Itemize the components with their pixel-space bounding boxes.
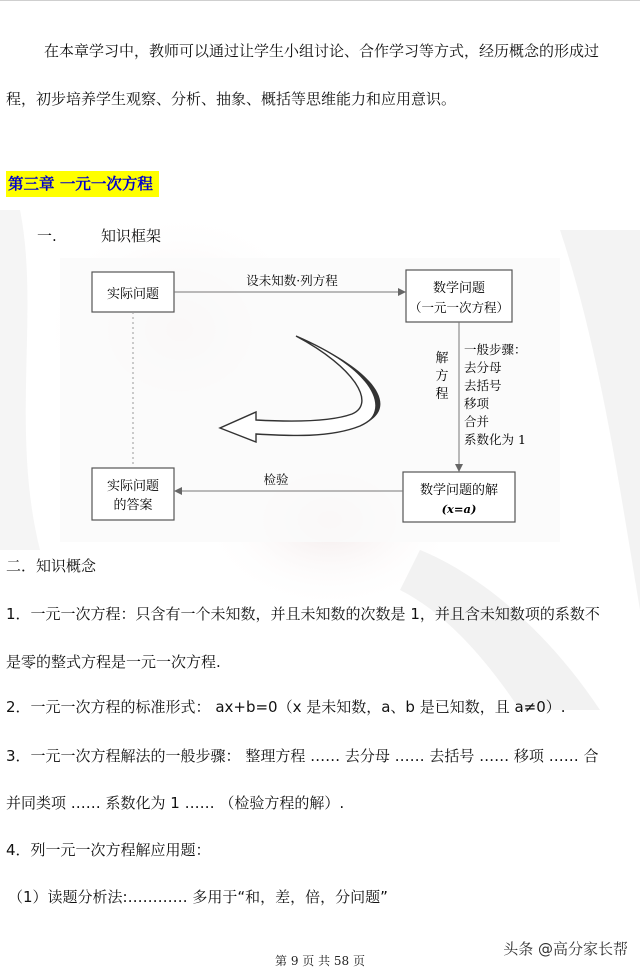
chapter-title: 第三章 一元一次方程 xyxy=(6,171,159,197)
step-3: 移项 xyxy=(464,396,490,411)
knowledge-framework-diagram xyxy=(60,258,560,542)
item4-sub1: （1）读题分析法:………… 多用于“和，差，倍，分问题” xyxy=(8,888,388,906)
page-top-rule xyxy=(0,0,640,1)
solve-label-1: 解 xyxy=(435,351,449,366)
box-answer-line2: 的答案 xyxy=(113,498,153,513)
intro-line-1: 在本章学习中，教师可以通过让学生小组讨论、合作学习等方式，经历概念的形成过 xyxy=(44,42,600,60)
item3-line2: 并同类项 …… 系数化为 1 …… （检验方程的解）. xyxy=(6,794,345,812)
box-math-problem-line2: （一元一次方程） xyxy=(408,300,510,315)
step-4: 合并 xyxy=(464,414,490,429)
arrow-bottom-label: 检验 xyxy=(263,472,289,487)
intro-line-2: 程，初步培养学生观察、分析、抽象、概括等思维能力和应用意识。 xyxy=(6,90,457,108)
arrow-top-label: 设未知数·列方程 xyxy=(246,273,338,288)
item1-line1: 1．一元一次方程：只含有一个未知数，并且未知数的次数是 1，并且含未知数项的系数不 xyxy=(6,605,600,623)
box-solution-line1: 数学问题的解 xyxy=(419,483,499,498)
box-practical-problem-label: 实际问题 xyxy=(106,287,160,302)
solve-label-3: 程 xyxy=(435,387,449,402)
page-footer: 第 9 页 共 58 页 xyxy=(275,954,365,968)
step-2: 去括号 xyxy=(464,378,502,393)
box-solution-line2: (x=a) xyxy=(441,502,477,516)
box-math-problem-line1: 数学问题 xyxy=(432,281,486,296)
item3-line1: 3．一元一次方程解法的一般步骤： 整理方程 …… 去分母 …… 去括号 …… 移项 …… 合 xyxy=(6,747,599,765)
solve-label-2: 方 xyxy=(435,369,449,384)
section2-title: 二．知识概念 xyxy=(6,557,97,575)
item4: 4．列一元一次方程解应用题： xyxy=(6,841,211,859)
item1-line2: 是零的整式方程是一元一次方程. xyxy=(6,653,221,671)
section1-number: 一. xyxy=(37,227,57,245)
source-watermark: 头条 @高分家长帮 xyxy=(503,940,628,958)
box-answer-line1: 实际问题 xyxy=(106,479,160,494)
step-1: 去分母 xyxy=(464,360,502,375)
step-5: 系数化为 1 xyxy=(464,432,526,447)
section1-title: 知识框架 xyxy=(101,227,162,245)
item2: 2．一元一次方程的标准形式： ax+b=0（x 是未知数，a、b 是已知数，且 a≠0）. xyxy=(6,698,566,716)
steps-title: 一般步骤： xyxy=(464,342,527,357)
